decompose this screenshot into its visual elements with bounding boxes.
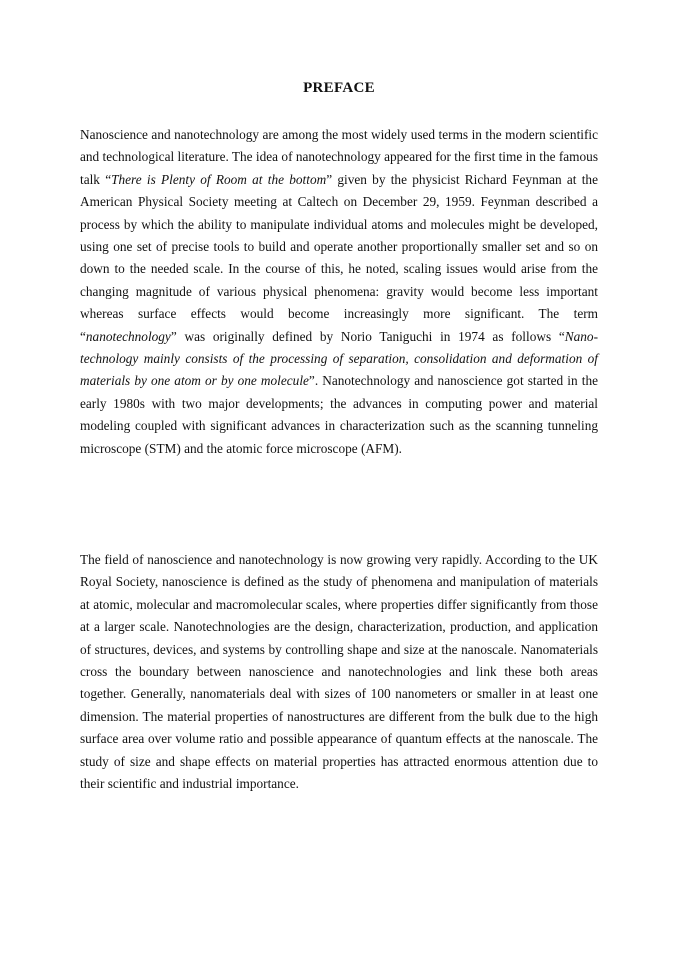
p1-text-2: ” given by the physicist Richard Feynman at the American Physical Society meeting at Caltech on December 29, 1959. Feynman described a process by which the ability to manipulate individual atoms and molecules might be developed, using one set of precise tools to build and operate another proportionally smaller set and so on down to the needed scale. In the course of this, he noted, scaling issues would arise from the changing magnitude of various physical phenomena: gravity would become less important whereas surface effects would become increasingly more significant. The term “ bbox=[80, 171, 598, 344]
p1-italic-talk-title: There is Plenty of Room at the bottom bbox=[111, 171, 327, 187]
paragraph-1 bbox=[80, 124, 598, 460]
p1-text-1: Nanoscience and nanotechnology are among the most widely used terms in the modern scientific and technological literature. The idea of nanotechnology appeared for the first time in the famous talk “ bbox=[80, 127, 598, 187]
p1-text-3: ” was originally defined by Norio Taniguchi in 1974 as follows “ bbox=[170, 328, 565, 344]
p1-text-4: ”. Nanotechnology and nanoscience got started in the early 1980s with two major developments; the advances in computing power and material modeling coupled with significant advances in characterization such as the scanning tunneling microscope (STM) and the atomic force microscope (AFM). bbox=[80, 373, 598, 456]
paragraph-2: The field of nanoscience and nanotechnology is now growing very rapidly. According to the UK Royal Society, nanoscience is defined as the study of phenomena and manipulation of materials at atomic, molecular and macromolecular scales, where properties differ significantly from those at a larger scale. Nanotechnologies are the design, characterization, production, and application of structures, devices, and systems by controlling shape and size at the nanoscale. Nanomaterials cross the boundary between nanoscience and nanotechnologies and link these both areas together. Generally, nanomaterials deal with sizes of 100 nanometers or smaller in at least one dimension. The material properties of nanostructures are different from the bulk due to the high surface area over volume ratio and possible appearance of quantum effects at the nanoscale. The study of size and shape effects on material properties has attracted enormous attention due to their scientific and industrial importance. bbox=[80, 552, 598, 792]
page-title: PREFACE bbox=[303, 80, 375, 96]
p1-italic-term: nanotechnology bbox=[85, 328, 171, 344]
p1-italic-definition: Nano-technology mainly consists of the processing of separation, consolidation and deformation of materials by one atom or by one molecule bbox=[80, 328, 598, 389]
